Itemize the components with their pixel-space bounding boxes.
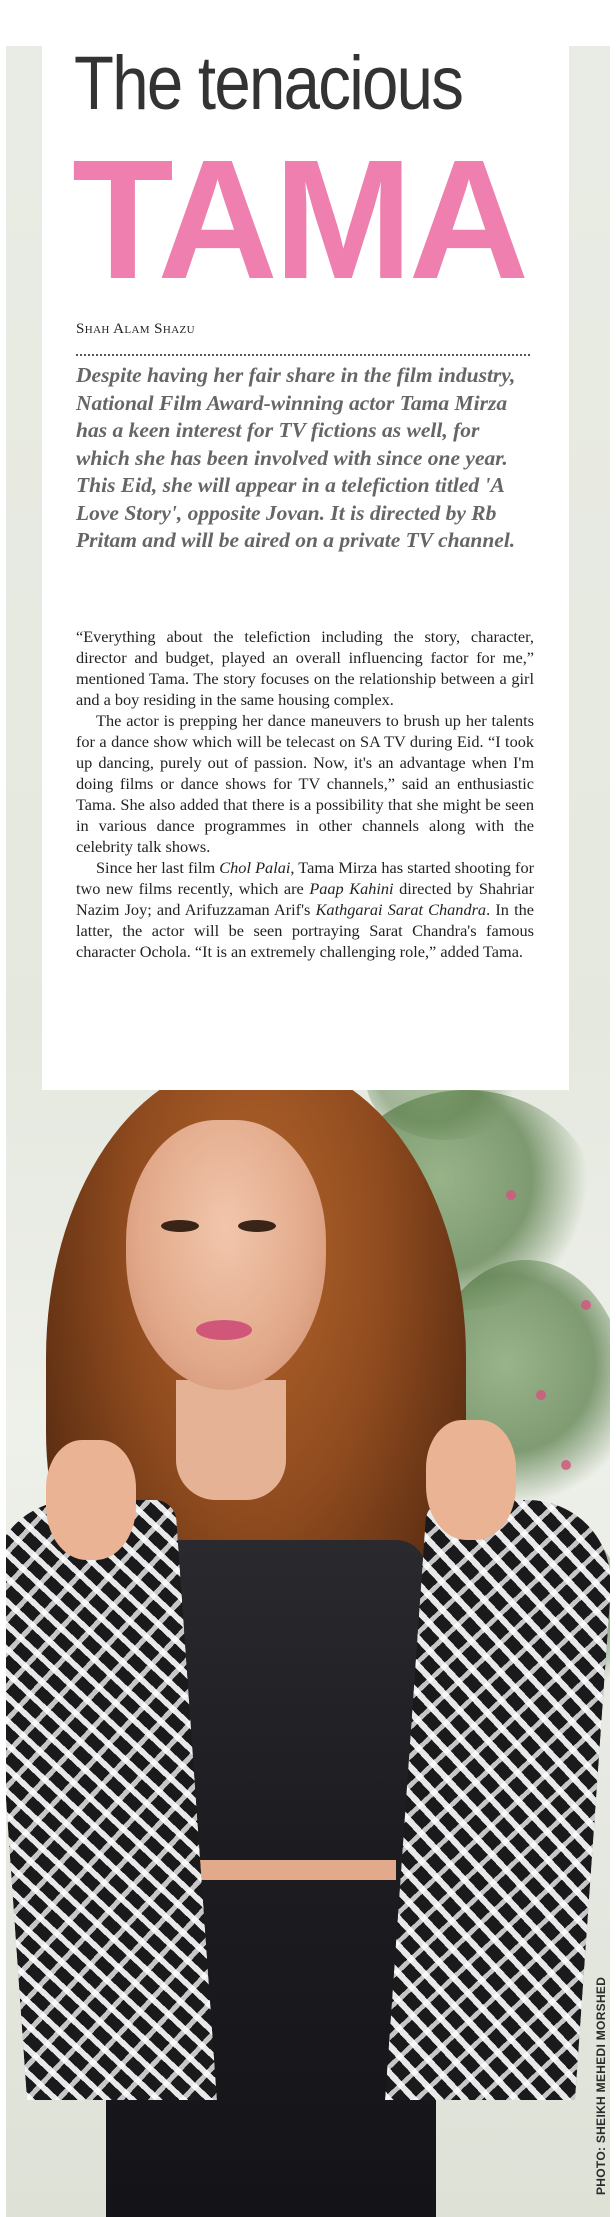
flower: [561, 1460, 571, 1470]
subject-face: [126, 1120, 326, 1390]
headline-line2: TAMA: [72, 125, 526, 315]
article-intro: Despite having her fair share in the film industry, National Film Award-winning actor Tama Mirza has a keen interest for TV fictions as well, for which she has been involved with since one year. This Eid, she will appear in a telefiction titled 'A Love Story', opposite Jovan. It is directed by Rb Pritam and will be aired on a private TV channel.: [76, 363, 516, 552]
subject-eye: [161, 1220, 199, 1232]
body-paragraph: “Everything about the telefiction including the story, character, director and budget, played an overall influencing factor for me,” mentioned Tama. The story focuses on the relationship between a girl and a boy residing in the same housing complex.: [76, 627, 534, 709]
text-span: . In the latter, the actor will be seen portraying Sarat Chandra's famous character Ochola. “It is an extremely challenging role,” added Tama.: [76, 900, 534, 961]
dotted-divider: [76, 354, 530, 356]
cover-photo: [6, 1000, 610, 2217]
byline: Shah Alam Shazu: [76, 321, 196, 337]
text-span: directed by Shahriar Nazim Joy; and Arifuzzaman Arif's: [76, 879, 535, 919]
text-span: , Tama Mirza has started shooting for two new films recently, which are: [76, 858, 535, 898]
flower: [506, 1190, 516, 1200]
flower: [581, 1300, 591, 1310]
film-title: Paap Kahini: [309, 879, 394, 898]
film-title: Chol Palai: [219, 858, 291, 877]
body-paragraph: [76, 857, 534, 962]
subject-eye: [238, 1220, 276, 1232]
photo-credit: PHOTO: SHEIKH MEHEDI MORSHED: [594, 1976, 608, 2195]
headline-line1: The tenacious: [74, 41, 463, 126]
subject-hand-right: [426, 1420, 516, 1540]
subject-neck: [176, 1380, 286, 1500]
film-title: Kathgarai Sarat Chandra: [315, 900, 487, 919]
text-span: Since her last film: [96, 858, 220, 877]
flower: [536, 1390, 546, 1400]
subject-hand-left: [46, 1440, 136, 1560]
subject-lips: [196, 1320, 252, 1340]
article-body: [76, 626, 534, 962]
body-paragraph: The actor is prepping her dance maneuvers to brush up her talents for a dance show which will be telecast on SA TV during Eid. “I took up dancing, purely out of passion. Now, it's an advantage when I'm doing films or dance shows for TV channels,” said an enthusiastic Tama. She also added that there is a possibility that she might be seen in various dance programmes in other channels along with the celebrity talk shows.: [76, 711, 534, 856]
